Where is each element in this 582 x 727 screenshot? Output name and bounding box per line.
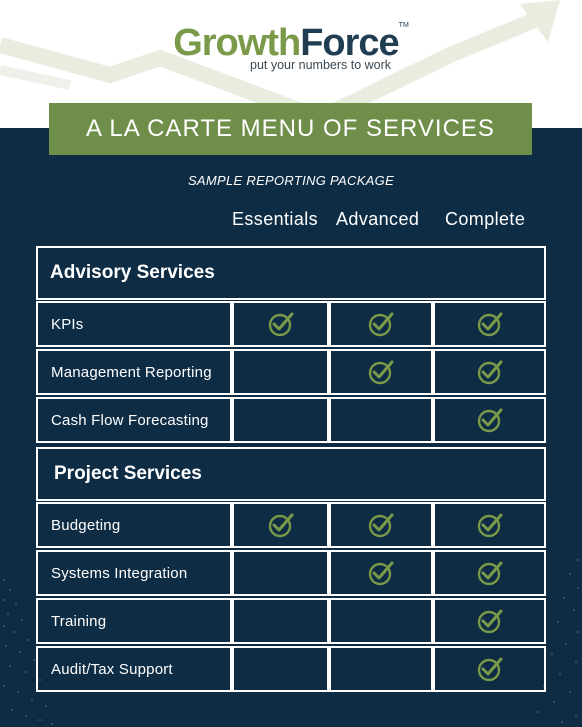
tier-cell-essentials (232, 397, 329, 443)
check-circle-icon (477, 512, 503, 538)
service-label: KPIs (36, 301, 232, 347)
service-label: Audit/Tax Support (36, 646, 232, 692)
logo-trademark: TM (398, 22, 409, 29)
check-circle-icon (368, 359, 394, 385)
column-header-complete: Complete (445, 209, 526, 229)
tier-cell-advanced (329, 349, 433, 395)
logo-growth: Growth (173, 22, 301, 64)
check-circle-icon (477, 359, 503, 385)
tier-cell-advanced (329, 598, 433, 644)
service-label: Budgeting (36, 502, 232, 548)
service-label: Systems Integration (36, 550, 232, 596)
section-header: Advisory Services (36, 246, 546, 300)
tier-cell-complete (433, 397, 546, 443)
tier-cell-complete (433, 301, 546, 347)
tier-cell-essentials (232, 502, 329, 548)
check-circle-icon (477, 608, 503, 634)
tier-cell-advanced (329, 646, 433, 692)
tier-cell-complete (433, 349, 546, 395)
logo-tagline: put your numbers to work (250, 58, 392, 72)
check-circle-icon (368, 512, 394, 538)
tier-cell-essentials (232, 598, 329, 644)
tier-cell-advanced (329, 550, 433, 596)
tier-cell-essentials (232, 550, 329, 596)
tier-cell-advanced (329, 397, 433, 443)
check-circle-icon (368, 560, 394, 586)
tier-cell-complete (433, 598, 546, 644)
column-header-advanced: Advanced (336, 209, 420, 229)
check-circle-icon (477, 560, 503, 586)
tier-cell-complete (433, 502, 546, 548)
check-circle-icon (268, 311, 294, 337)
check-circle-icon (477, 407, 503, 433)
logo-force: Force (300, 22, 399, 64)
check-circle-icon (477, 311, 503, 337)
service-label: Cash Flow Forecasting (36, 397, 232, 443)
tier-cell-complete (433, 646, 546, 692)
tier-cell-advanced (329, 301, 433, 347)
check-circle-icon (368, 311, 394, 337)
check-circle-icon (268, 512, 294, 538)
tier-cell-complete (433, 550, 546, 596)
service-label: Management Reporting (36, 349, 232, 395)
page-title: A LA CARTE MENU OF SERVICES (49, 103, 532, 155)
tier-cell-essentials (232, 349, 329, 395)
column-header-essentials: Essentials (232, 209, 319, 229)
check-circle-icon (477, 656, 503, 682)
subtitle: SAMPLE REPORTING PACKAGE (187, 173, 395, 188)
service-label: Training (36, 598, 232, 644)
tier-cell-essentials (232, 646, 329, 692)
tier-cell-advanced (329, 502, 433, 548)
section-header: Project Services (36, 447, 546, 501)
tier-cell-essentials (232, 301, 329, 347)
